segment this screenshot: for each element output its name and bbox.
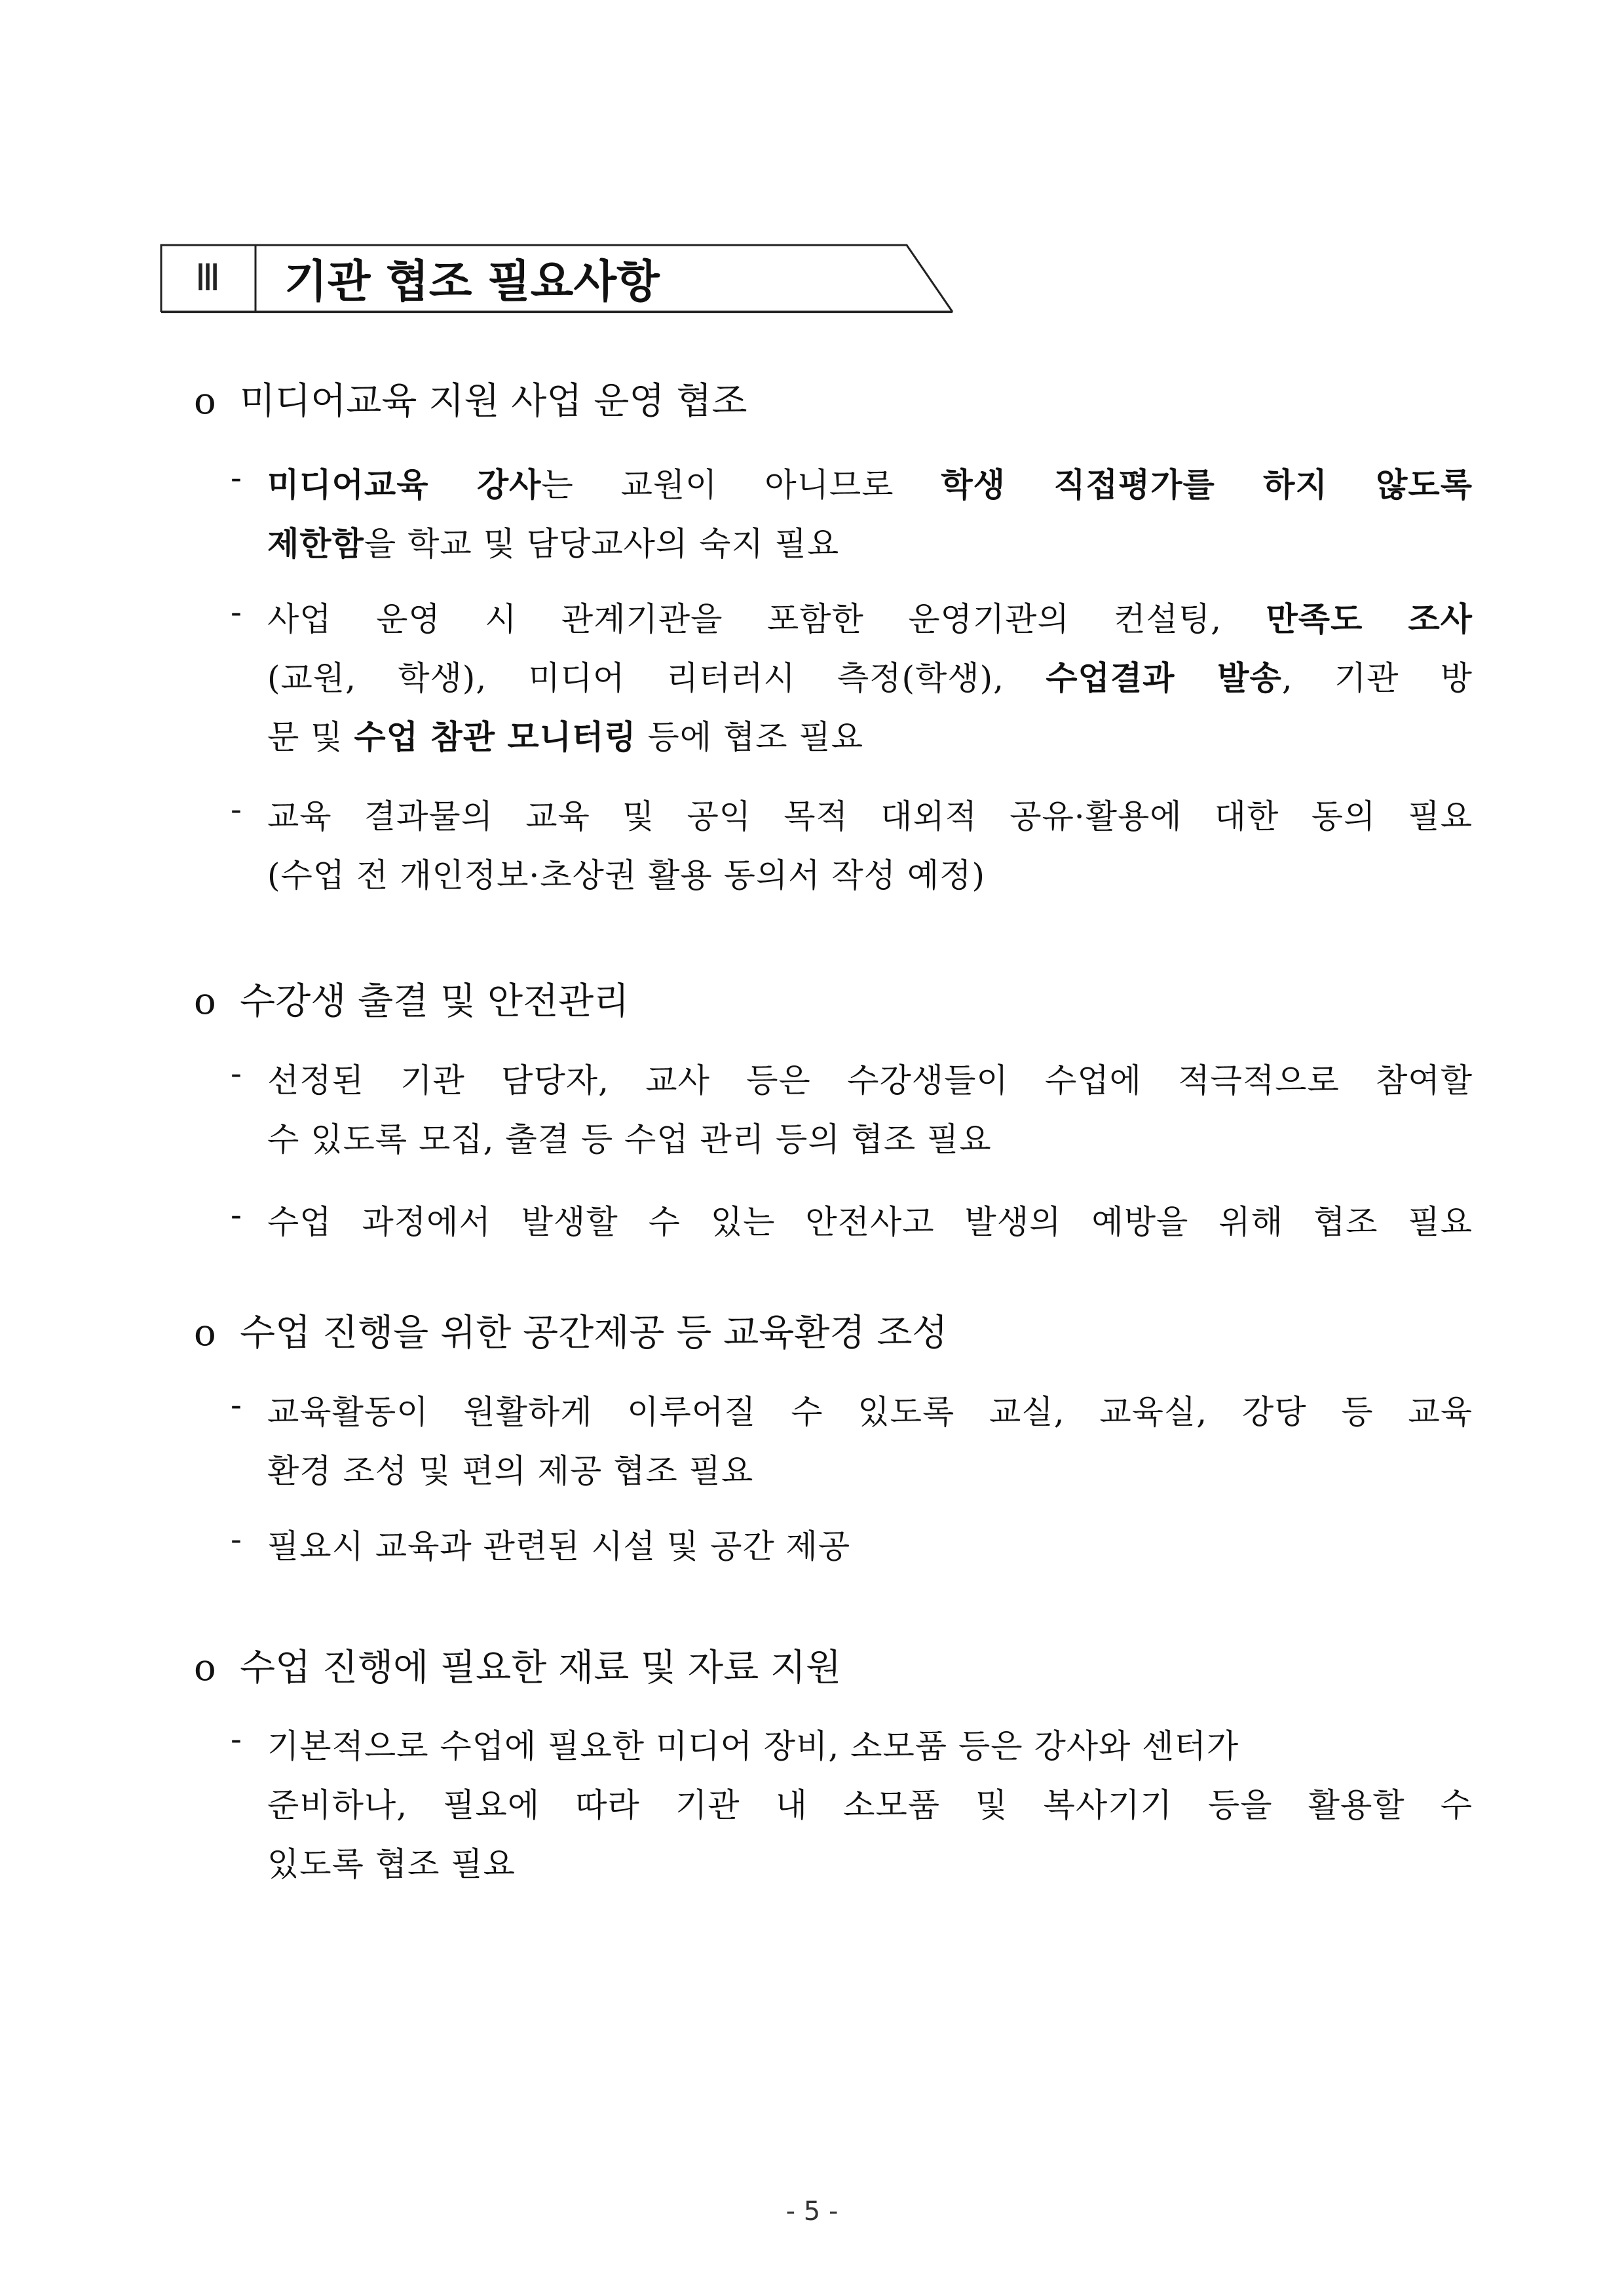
heading-bullet: o	[194, 1312, 216, 1354]
text-run: 는 교원이 아니므로	[541, 466, 941, 504]
emphasis-text: 제한함	[267, 524, 364, 563]
text-run: , 기관 방	[1281, 659, 1473, 697]
body-text-line	[267, 1445, 753, 1492]
section-title: 기관 협조 필요사항	[284, 256, 660, 308]
heading-text: 수업 진행을 위한 공간제공 등 교육환경 조성	[240, 1312, 948, 1354]
item-dash: -	[231, 1054, 242, 1092]
body-text-line	[267, 1520, 850, 1567]
body-text-line	[267, 1054, 1473, 1101]
heading-text: 수강생 출결 및 안전관리	[240, 980, 630, 1023]
body-text-line	[267, 790, 1473, 837]
text-run: 기본적으로 수업에 필요한 미디어 장비, 소모품 등은 강사와 센터가	[267, 1727, 1239, 1765]
text-run: 필요시 교육과 관련된 시설 및 공간 제공	[267, 1527, 851, 1565]
item-dash: -	[231, 1720, 242, 1758]
item-dash: -	[231, 1196, 242, 1234]
text-run: 문 및	[267, 718, 354, 756]
page-number: - 5 -	[785, 2196, 839, 2227]
text-run: 있도록 협조 필요	[267, 1845, 516, 1883]
body-text-line	[267, 1720, 1239, 1767]
body-text-line	[267, 652, 1473, 699]
text-run: 등에 협조 필요	[636, 718, 864, 756]
text-run: 수업 과정에서 발생할 수 있는 안전사고 발생의 예방을 위해 협조 필요	[267, 1203, 1473, 1241]
section-heading	[194, 972, 629, 1025]
body-text-line	[267, 711, 863, 758]
text-run: 교육활동이 원활하게 이루어질 수 있도록 교실, 교육실, 강당 등 교육	[267, 1393, 1473, 1431]
emphasis-text: 만족도 조사	[1266, 600, 1473, 638]
text-run: (교원, 학생), 미디어 리터러시 측정(학생),	[267, 659, 1046, 697]
body-text-line	[267, 1779, 1473, 1826]
text-run: (수업 전 개인정보·초상권 활용 동의서 작성 예정)	[267, 856, 985, 894]
emphasis-text: 학생 직접평가를 하지 않도록	[941, 465, 1473, 504]
text-run: 을 학교 및 담당교사의 숙지 필요	[364, 525, 840, 563]
item-dash: -	[231, 459, 242, 497]
body-text-line	[267, 518, 839, 565]
text-run: 교육 결과물의 교육 및 공익 목적 대외적 공유·활용에 대한 동의 필요	[267, 797, 1473, 835]
item-dash: -	[231, 1386, 242, 1424]
emphasis-text: 미디어교육 강사	[267, 465, 542, 504]
item-dash: -	[231, 790, 242, 828]
section-header	[160, 244, 954, 313]
heading-bullet: o	[194, 380, 216, 423]
body-text-line	[267, 849, 985, 896]
section-heading	[194, 1639, 841, 1691]
body-text-line	[267, 459, 1473, 506]
text-run: 수 있도록 모집, 출결 등 수업 관리 등의 협조 필요	[267, 1120, 992, 1158]
heading-text: 미디어교육 지원 사업 운영 협조	[240, 380, 747, 423]
heading-bullet: o	[194, 980, 216, 1023]
emphasis-text: 수업 참관 모니터링	[354, 718, 637, 756]
heading-text: 수업 진행에 필요한 재료 및 자료 지원	[240, 1647, 842, 1689]
section-heading	[194, 372, 747, 425]
emphasis-text: 수업결과 발송	[1046, 659, 1282, 697]
body-text-line	[267, 1838, 516, 1885]
section-heading	[194, 1304, 948, 1356]
heading-bullet: o	[194, 1647, 216, 1689]
text-run: 사업 운영 시 관계기관을 포함한 운영기관의 컨설팅,	[267, 600, 1266, 638]
body-text-line	[267, 1196, 1473, 1243]
section-number: Ⅲ	[195, 256, 221, 299]
body-text-line	[267, 1113, 992, 1160]
text-run: 준비하나, 필요에 따라 기관 내 소모품 및 복사기기 등을 활용할 수	[267, 1786, 1473, 1824]
body-text-line	[267, 593, 1473, 640]
text-run: 선정된 기관 담당자, 교사 등은 수강생들이 수업에 적극적으로 참여할	[267, 1062, 1473, 1100]
body-text-line	[267, 1386, 1473, 1433]
item-dash: -	[231, 1520, 242, 1558]
text-run: 환경 조성 및 편의 제공 협조 필요	[267, 1452, 754, 1490]
item-dash: -	[231, 593, 242, 631]
